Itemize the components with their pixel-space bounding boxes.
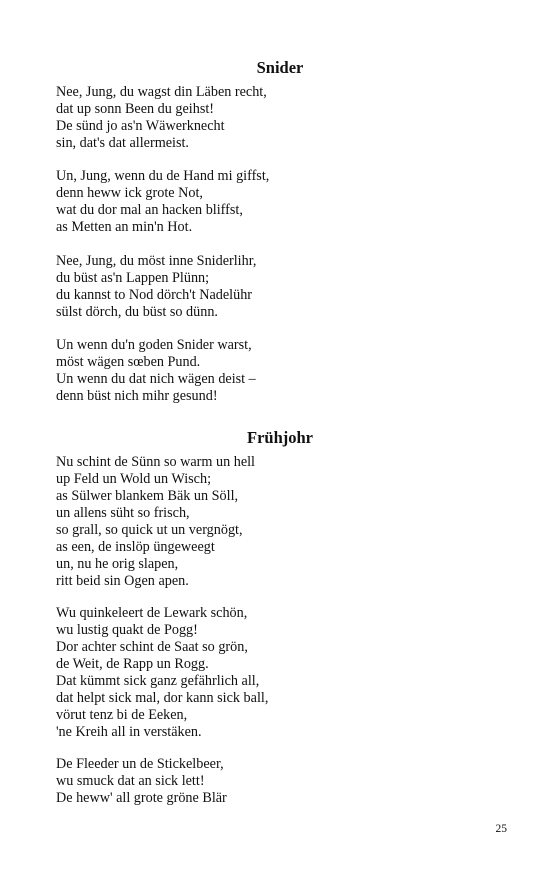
poem-line: so grall, so quick ut un vergnögt,	[56, 522, 243, 538]
poem-line: Dor achter schint de Saat so grön,	[56, 639, 248, 655]
poem-line: Un wenn du'n goden Snider warst,	[56, 337, 252, 353]
poem-line: 'ne Kreih all in verstäken.	[56, 724, 202, 740]
stanza	[56, 84, 267, 152]
stanza	[56, 605, 268, 741]
stanza	[56, 756, 227, 807]
stanza	[56, 454, 255, 590]
poem-line: wu lustig quakt de Pogg!	[56, 622, 198, 638]
poem-line: dat up sonn Been du geihst!	[56, 101, 215, 117]
poem-line: Nee, Jung, du möst inne Sniderlihr,	[56, 253, 257, 269]
poem-line: de Weit, de Rapp un Rogg.	[56, 656, 209, 672]
poem-line: dat helpt sick mal, dor kann sick ball,	[56, 690, 269, 706]
poem-line: du büst as'n Lappen Plünn;	[56, 270, 210, 286]
stanza	[56, 253, 256, 321]
poem-line: Nu schint de Sünn so warm un hell	[56, 454, 255, 470]
poem-line: sülst dörch, du büst so dünn.	[56, 304, 218, 320]
poem-line: Nee, Jung, du wagst din Läben recht,	[56, 84, 267, 100]
poem-line: as Metten an min'n Hot.	[56, 219, 193, 235]
poem-line: sin, dat's dat allermeist.	[56, 135, 189, 151]
poem-line: up Feld un Wold un Wisch;	[56, 471, 212, 487]
poem-line: du kannst to Nod dörch't Nadelühr	[56, 287, 253, 303]
poem-line: un allens süht so frisch,	[56, 505, 190, 521]
poem-line: as een, de inslöp üngeweegt	[56, 539, 215, 555]
poem-line: Un wenn du dat nich wägen deist –	[56, 371, 256, 387]
poem-line: wat du dor mal an hacken bliffst,	[56, 202, 243, 218]
poem-line: Un, Jung, wenn du de Hand mi giffst,	[56, 168, 270, 184]
poem-line: wu smuck dat an sick lett!	[56, 773, 205, 789]
poem-line: Dat kümmt sick ganz gefährlich all,	[56, 673, 260, 689]
poem-line: denn büst nich mihr gesund!	[56, 388, 218, 404]
poem-line: un, nu he orig slapen,	[56, 556, 179, 572]
stanza	[56, 337, 256, 405]
poem-line: ritt beid sin Ogen apen.	[56, 573, 189, 589]
poem-line: möst wägen sœben Pund.	[56, 354, 201, 370]
poem-line: De heww' all grote gröne Blär	[56, 790, 227, 806]
stanza	[56, 168, 269, 236]
poem-title-fruehjohr: Frühjohr	[247, 428, 313, 447]
poem-line: De Fleeder un de Stickelbeer,	[56, 756, 224, 772]
page-number: 25	[495, 823, 507, 835]
poem-title-snider: Snider	[256, 58, 304, 77]
poem-line: vörut tenz bi de Eeken,	[56, 707, 188, 723]
poem-line: as Sülwer blankem Bäk un Söll,	[56, 488, 239, 504]
poem-line: denn heww ick grote Not,	[56, 185, 203, 201]
poem-line: Wu quinkeleert de Lewark schön,	[56, 605, 248, 621]
poem-line: De sünd jo as'n Wäwerknecht	[56, 118, 225, 134]
